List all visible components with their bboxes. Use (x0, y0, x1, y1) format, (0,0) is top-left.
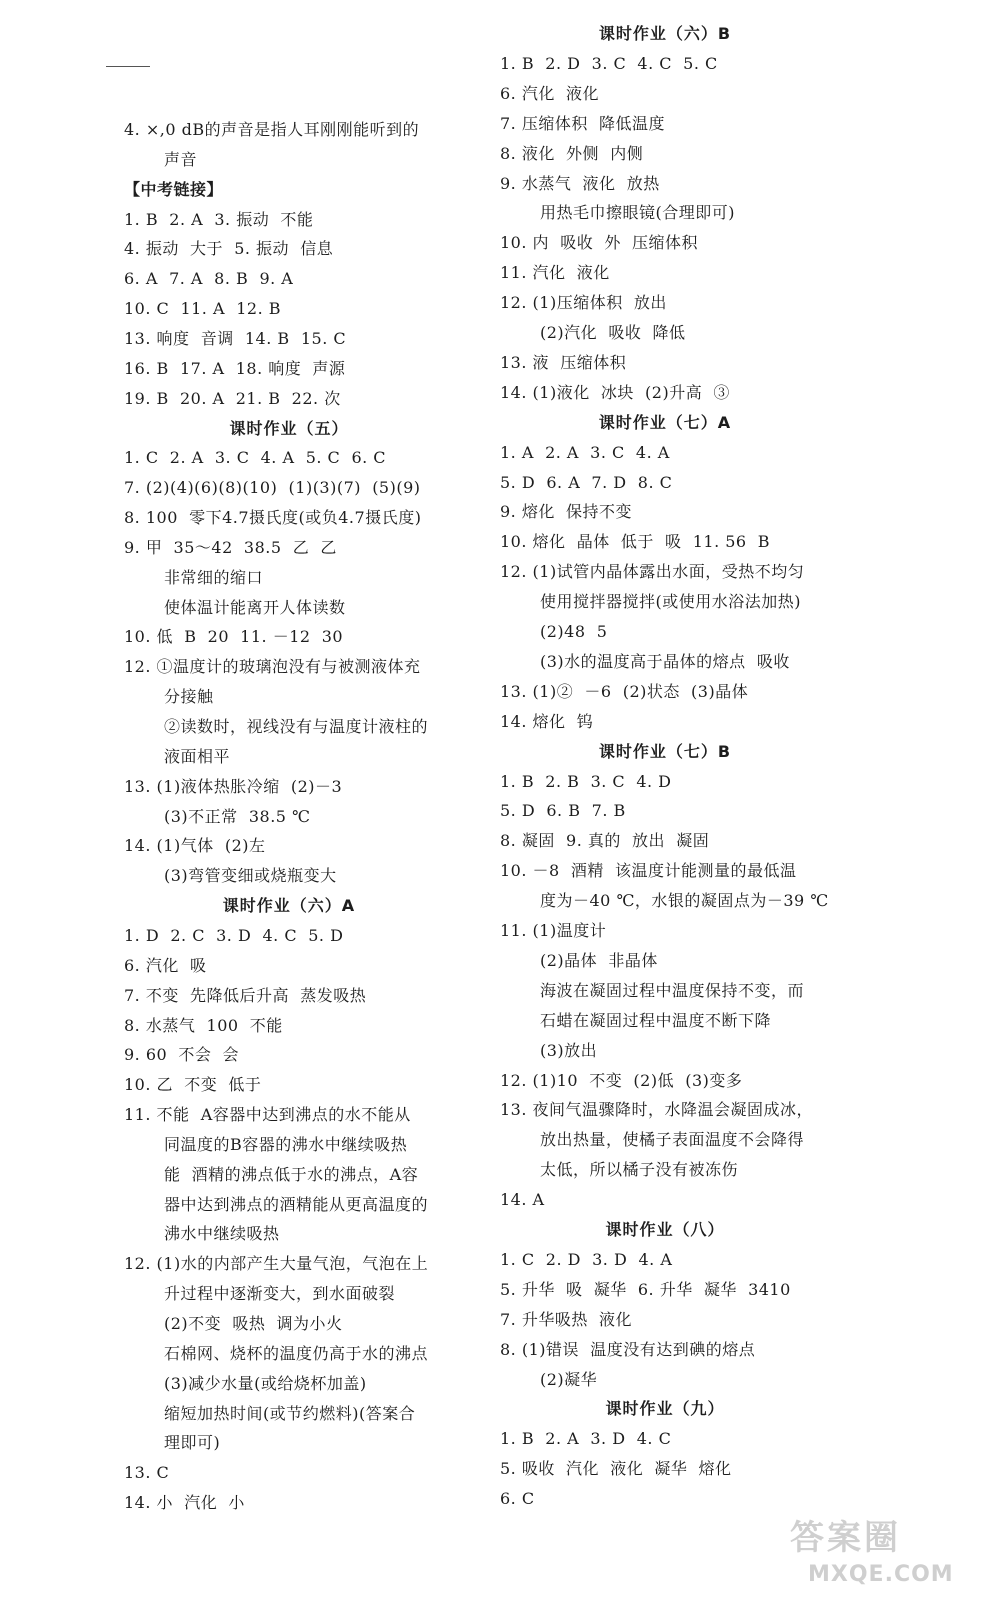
answer-line: (3)不正常 38.5 ℃ (164, 807, 311, 826)
section-heading: 课时作业（七）A (598, 413, 732, 432)
answer-line: 14. A (500, 1190, 545, 1209)
answer-line: 使体温计能离开人体读数 (164, 598, 346, 617)
answer-line: 7. (2)(4)(6)(8)(10) (1)(3)(7) (5)(9) (124, 478, 421, 497)
answer-line: 8. 凝固 9. 真的 放出 凝固 (500, 831, 710, 850)
answer-line: 1. B 2. A 3. D 4. C (500, 1429, 672, 1448)
answer-line: 9. 甲 35～42 38.5 乙 乙 (124, 538, 337, 557)
section-heading: 课时作业（七）B (598, 742, 732, 761)
answer-line: 6. A 7. A 8. B 9. A (124, 269, 294, 288)
answer-line: 4. 振动 大于 5. 振动 信息 (124, 239, 334, 258)
answer-line: 8. (1)错误 温度没有达到碘的熔点 (500, 1340, 756, 1359)
answer-line: 9. 水蒸气 液化 放热 (500, 174, 660, 193)
answer-line: 11. (1)温度计 (500, 921, 607, 940)
answer-line: 1. B 2. B 3. C 4. D (500, 772, 672, 791)
answer-line: 度为－40 ℃，水银的凝固点为－39 ℃ (540, 891, 829, 910)
answer-line: 8. 液化 外侧 内侧 (500, 144, 644, 163)
answer-line: 14. (1)液化 冰块 (2)升高 ③ (500, 383, 730, 402)
answer-line: 1. C 2. D 3. D 4. A (500, 1250, 673, 1269)
answer-line: 1. A 2. A 3. C 4. A (500, 443, 670, 462)
answer-line: 1. D 2. C 3. D 4. C 5. D (124, 926, 344, 945)
answer-line: 12. (1)水的内部产生大量气泡，气泡在上 (124, 1254, 429, 1273)
answer-line: 13. C (124, 1463, 170, 1482)
answer-line: 12. ①温度计的玻璃泡没有与被测液体充 (124, 657, 421, 676)
answer-line: 缩短加热时间(或节约燃料)(答案合 (164, 1404, 416, 1423)
answer-line: 1. B 2. D 3. C 4. C 5. C (500, 54, 718, 73)
watermark-title: 答案圈 (790, 1518, 901, 1558)
answer-line: (3)放出 (540, 1041, 598, 1060)
answer-line: 10. 乙 不变 低于 (124, 1075, 262, 1094)
answer-line: 10. 熔化 晶体 低于 吸 11. 56 B (500, 532, 771, 551)
section-heading: 课时作业（九） (605, 1399, 725, 1418)
section-heading: 课时作业（六）A (222, 896, 356, 915)
answer-line: 12. (1)10 不变 (2)低 (3)变多 (500, 1071, 743, 1090)
answer-line: (2)晶体 非晶体 (540, 951, 658, 970)
answer-line: 10. 低 B 20 11. －12 30 (124, 627, 344, 646)
answer-line: 用热毛巾擦眼镜(合理即可) (540, 203, 735, 222)
answer-line: 13. (1)液体热胀冷缩 (2)－3 (124, 777, 343, 796)
answer-line: 海波在凝固过程中温度保持不变，而 (540, 981, 805, 1000)
answer-line: (3)弯管变细或烧瓶变大 (164, 866, 337, 885)
answer-line: (2)不变 吸热 调为小火 (164, 1314, 343, 1333)
answer-line: 石蜡在凝固过程中温度不断下降 (540, 1011, 772, 1030)
answer-line: 7. 升华吸热 液化 (500, 1310, 633, 1329)
answer-line: 5. 升华 吸 凝华 6. 升华 凝华 3410 (500, 1280, 791, 1299)
answer-line: 同温度的B容器的沸水中继续吸热 (164, 1135, 408, 1154)
watermark-url: MXQE.COM (808, 1562, 954, 1587)
answer-line: 7. 不变 先降低后升高 蒸发吸热 (124, 986, 367, 1005)
answer-line: 11. 汽化 液化 (500, 263, 610, 282)
answer-line: 6. C (500, 1489, 535, 1508)
answer-line: 9. 60 不会 会 (124, 1045, 240, 1064)
answer-line: 13. 液 压缩体积 (500, 353, 627, 372)
answer-line: 4. ×,0 dB的声音是指人耳刚刚能听到的 (124, 120, 420, 139)
answer-line: 13. 夜间气温骤降时，水降温会凝固成冰， (500, 1100, 814, 1119)
answer-line: 沸水中继续吸热 (164, 1224, 280, 1243)
answer-line: 7. 压缩体积 降低温度 (500, 114, 666, 133)
answer-line: 6. 汽化 液化 (500, 84, 600, 103)
answer-line: 升过程中逐渐变大，到水面破裂 (164, 1284, 396, 1303)
answer-line: 10. 内 吸收 外 压缩体积 (500, 233, 699, 252)
answer-line: 10. －8 酒精 该温度计能测量的最低温 (500, 861, 797, 880)
answer-line: 12. (1)试管内晶体露出水面，受热不均匀 (500, 562, 805, 581)
answer-line: 10. C 11. A 12. B (124, 299, 281, 318)
answer-line: 器中达到沸点的酒精能从更高温度的 (164, 1195, 429, 1214)
answer-line: 8. 100 零下4.7摄氏度(或负4.7摄氏度) (124, 508, 422, 527)
section-heading: 课时作业（八） (605, 1220, 725, 1239)
answer-line: (2)凝华 (540, 1370, 598, 1389)
answer-line: 5. D 6. B 7. B (500, 801, 626, 820)
answer-line: 液面相平 (164, 747, 231, 766)
answer-line: 8. 水蒸气 100 不能 (124, 1016, 283, 1035)
answer-line: 1. B 2. A 3. 振动 不能 (124, 210, 314, 229)
top-rule (106, 66, 150, 67)
answer-line: 14. 熔化 钨 (500, 712, 594, 731)
answer-line: 5. D 6. A 7. D 8. C (500, 473, 673, 492)
section-heading: 课时作业（六）B (598, 24, 732, 43)
answer-line: 非常细的缩口 (164, 568, 264, 587)
answer-line: 16. B 17. A 18. 响度 声源 (124, 359, 346, 378)
answer-line: 太低，所以橘子没有被冻伤 (540, 1160, 739, 1179)
section-heading: 课时作业（五） (229, 419, 349, 438)
subsection-heading: 【中考链接】 (124, 180, 224, 199)
answer-line: 9. 熔化 保持不变 (500, 502, 633, 521)
answer-line: (3)水的温度高于晶体的熔点 吸收 (540, 652, 790, 671)
answer-line: ②读数时，视线没有与温度计液柱的 (164, 717, 429, 736)
answer-line: 放出热量，使橘子表面温度不会降得 (540, 1130, 805, 1149)
answer-line: 11. 不能 A容器中达到沸点的水不能从 (124, 1105, 411, 1124)
answer-line: 石棉网、烧杯的温度仍高于水的沸点 (164, 1344, 429, 1363)
answer-line: 5. 吸收 汽化 液化 凝华 熔化 (500, 1459, 732, 1478)
answer-line: (2)48 5 (540, 622, 608, 641)
answer-line: 声音 (164, 150, 198, 169)
answer-line: 13. (1)② －6 (2)状态 (3)晶体 (500, 682, 749, 701)
answer-line: 6. 汽化 吸 (124, 956, 207, 975)
answer-line: (2)汽化 吸收 降低 (540, 323, 686, 342)
answer-line: (3)减少水量(或给烧杯加盖) (164, 1374, 367, 1393)
answer-line: 12. (1)压缩体积 放出 (500, 293, 667, 312)
answer-line: 14. (1)气体 (2)左 (124, 836, 266, 855)
answer-line: 使用搅拌器搅拌(或使用水浴法加热) (540, 592, 801, 611)
answer-line: 能 酒精的沸点低于水的沸点，A容 (164, 1165, 419, 1184)
answer-line: 1. C 2. A 3. C 4. A 5. C 6. C (124, 448, 387, 467)
answer-line: 19. B 20. A 21. B 22. 次 (124, 389, 341, 408)
watermark (790, 1510, 970, 1595)
answer-line: 13. 响度 音调 14. B 15. C (124, 329, 347, 348)
answer-line: 分接触 (164, 687, 214, 706)
answer-line: 14. 小 汽化 小 (124, 1493, 245, 1512)
answer-line: 理即可) (164, 1433, 221, 1452)
